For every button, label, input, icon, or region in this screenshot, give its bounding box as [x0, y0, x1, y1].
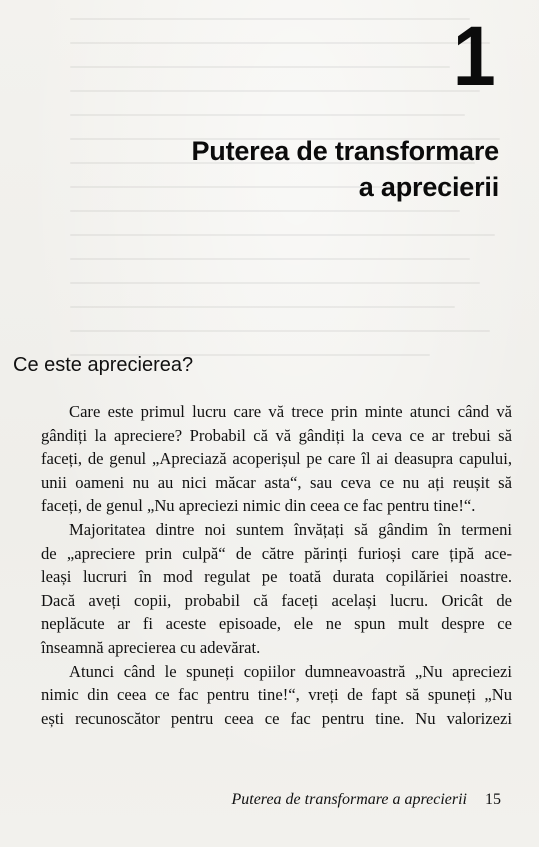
text-line: de „apreciere prin culpă“ de către părinți furioși care țipă ace-	[41, 543, 512, 563]
chapter-title-line: Puterea de transformare	[191, 136, 499, 166]
text-line: unii oameni nu au nici măcar asta“, sau ceva ce nu ați reușit să	[41, 472, 512, 492]
running-title: Puterea de transformare a aprecierii	[231, 791, 467, 808]
text-line: înseamnă aprecierea cu adevărat.	[41, 637, 261, 657]
paragraph	[13, 400, 512, 518]
text-line: Dacă aveți copii, probabil că faceți același lucru. Oricât de	[41, 590, 512, 610]
chapter-title	[99, 133, 499, 205]
page-footer	[231, 790, 501, 810]
text-line: faceți, de genul „Nu apreciezi nimic din ceea ce fac pentru tine!“.	[41, 496, 476, 516]
text-line: nimic din ceea ce fac pentru tine!“, vreți de fapt să spuneți „Nu	[41, 685, 512, 705]
text-line: Majoritatea dintre noi suntem învățați să gândim în termeni	[69, 519, 512, 539]
text-line: faceți, de genul „Apreciază acoperișul pe care îl ai deasupra capului,	[41, 449, 512, 469]
text-line: gândiți la apreciere? Probabil că vă gândiți la ceva ce ar trebui să	[41, 425, 512, 445]
paragraph	[13, 518, 512, 660]
section-heading: Ce este aprecierea?	[13, 354, 194, 376]
paragraph	[13, 660, 512, 731]
text-line: leași lucruri în mod regulat pe toată durata copilăriei noastre.	[41, 567, 512, 587]
chapter-title-line: a aprecierii	[358, 172, 499, 202]
text-line: neplăcute ar fi aceste episoade, ele ne spun mult despre ce	[41, 614, 512, 634]
text-line: Atunci când le spuneți copiilor dumneavoastră „Nu apreciezi	[69, 661, 512, 681]
text-line: Care este primul lucru care vă trece prin minte atunci când vă	[69, 402, 512, 421]
text-line: ești recunoscător pentru ceea ce fac pentru tine. Nu valorizezi	[41, 708, 512, 728]
body-text	[13, 400, 512, 730]
page-number: 15	[485, 791, 501, 808]
chapter-number: 1	[453, 9, 496, 103]
